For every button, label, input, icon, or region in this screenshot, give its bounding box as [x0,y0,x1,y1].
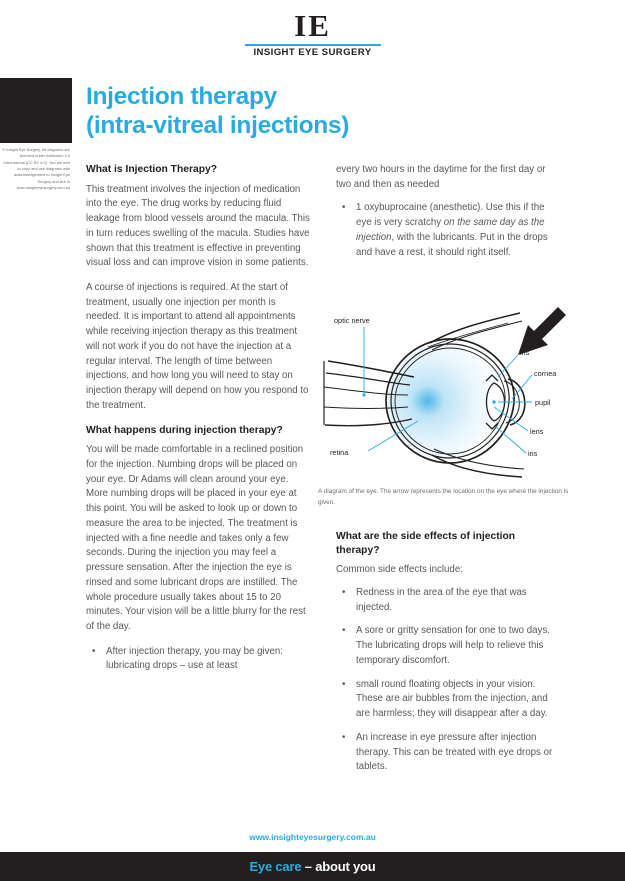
logo-monogram: IE [294,8,331,43]
sidebar-black-block [0,78,72,143]
list-item-part-two: , with the lubricants. Put in the drops and have a rest, it should right itself. [356,231,548,258]
list-item [336,201,560,260]
eye-anatomy-diagram [322,303,574,481]
heading-what-happens-during: What happens during injection therapy? [86,424,283,436]
page-title-line2: (intra-vitreal injections) [86,111,350,139]
bullet-continuation-text: every two hours in the daytime for the first day or two and then as needed [336,164,546,190]
bullet-dot-icon: • [92,645,96,657]
list-item [336,678,560,722]
leader-iris-bottom [496,427,526,453]
left-column [86,163,310,683]
list-item-label: After injection therapy, you may be given: lubricating drops – use at least [106,645,283,672]
leader-cornea [512,375,532,399]
diagram-label-iris-bottom: iris [528,449,538,458]
list-item-label: Redness in the area of the eye that was injected. [356,586,527,613]
list-item [336,624,560,668]
list-item-part-one: 1 oxybuprocaine (anesthetic). Use this if the eye is very scratchy [356,202,545,229]
list-item [86,645,310,674]
footer-tagline-rest: – about you [301,859,376,874]
footer-tagline-highlight: Eye care [249,859,302,874]
bullet-dot-icon: • [342,202,346,214]
copyright-notice: © Insight Eye Surgery. All diagrams are licensed under Attribution 4.0 International (CC BY 4.0). You are free to copy and use diagrams with acknowledgement to Insight Eye Surgery and link to www.insighteyesurgery.com.au [2,147,70,190]
list-item-label: small round floating objects in your vision. These are air bubbles from the injection, and are harmless; they will disappear after a day. [356,678,548,720]
logo-wordmark: INSIGHT EYE SURGERY [253,46,372,58]
list-item-label: A sore or gritty sensation for one to two days. The lubricating drops will help to relieve this temporary discomfort. [356,625,550,666]
logo-divider-rule [245,44,381,46]
bullet-dot-icon: • [342,586,346,598]
list-item-emphasis: on the same day as the injection [356,217,545,243]
diagram-caption: A diagram of the eye. The arrow represents the location on the eye where the injection is given. [318,488,569,507]
aftercare-bullet-list [86,645,310,674]
heading-what-is-injection-therapy: What is Injection Therapy? [86,164,218,175]
bullet-dot-icon: • [342,678,346,690]
list-item [336,731,560,775]
paragraph-common-side-effects-intro: Common side effects include: [336,564,463,576]
side-effects-list [336,586,560,775]
diagram-label-retina: retina [330,448,349,457]
paragraph-course-of-injections: A course of injections is required. At the start of treatment, usually one injection per month is needed. It is important to attend all appointments while receiving injection therapy as this treatment will not work if you do not have the injection at a regular interval. The length of time between injections, and how long you will need to stay on injection therapy will depend on how you respond to the treatment. [86,281,309,411]
page-title-line1: Injection therapy [86,83,277,110]
side-effects-section [336,530,560,784]
diagram-label-lens: lens [530,427,544,436]
bullet-dot-icon: • [342,731,346,743]
diagram-label-pupil: pupil [535,398,551,407]
logo [245,10,381,58]
paragraph-what-is-injection-therapy: This treatment involves the injection of medication into the eye. The drug works by reducing fluid leakage from blood vessels around the macula. This in turn reduces swelling of the macula. Studies have shown that this treatment is effective in preventing visual loss and can improve vision in some patients. [86,183,310,269]
footer-website-url[interactable]: www.insighteyesurgery.com.au [249,832,376,842]
paragraph-procedure-description: You will be made comfortable in a reclined position for the injection. Numbing drops will be placed on your eye. Dr Adams will clean around your eye. More numbing drops will be placed in your eye at this point. You will be asked to look up or down to measure the area to be injected. The treatment is injected with a fine needle and takes only a few seconds. During the injection you may feel a pressure sensation. After the injection the eye is rinsed and some lubricant drops are instilled. The whole procedure usually takes about 15 to 20 minutes. Your vision will be a little blurry for the rest of the day. [86,444,306,632]
list-item [336,586,560,615]
page-header [0,0,625,76]
footer-tagline-bar [0,852,625,881]
bullet-dot-icon: • [342,625,346,637]
right-column [336,163,560,269]
pupil-marker-dot [492,400,495,403]
eye-diagram-svg [322,303,574,481]
anesthetic-bullet-list [336,201,560,260]
optic-nerve-marker-dot [362,393,365,396]
diagram-label-iris-top: iris [520,348,530,357]
list-item-label: An increase in eye pressure after injection therapy. This can be treated with eye drops or tablets. [356,731,553,773]
heading-side-effects: What are the side effects of injection therapy? [336,531,516,556]
footer-tagline [249,859,375,874]
page-title [86,83,556,141]
diagram-label-optic-nerve: optic nerve [334,316,370,325]
diagram-label-cornea: cornea [534,369,557,378]
